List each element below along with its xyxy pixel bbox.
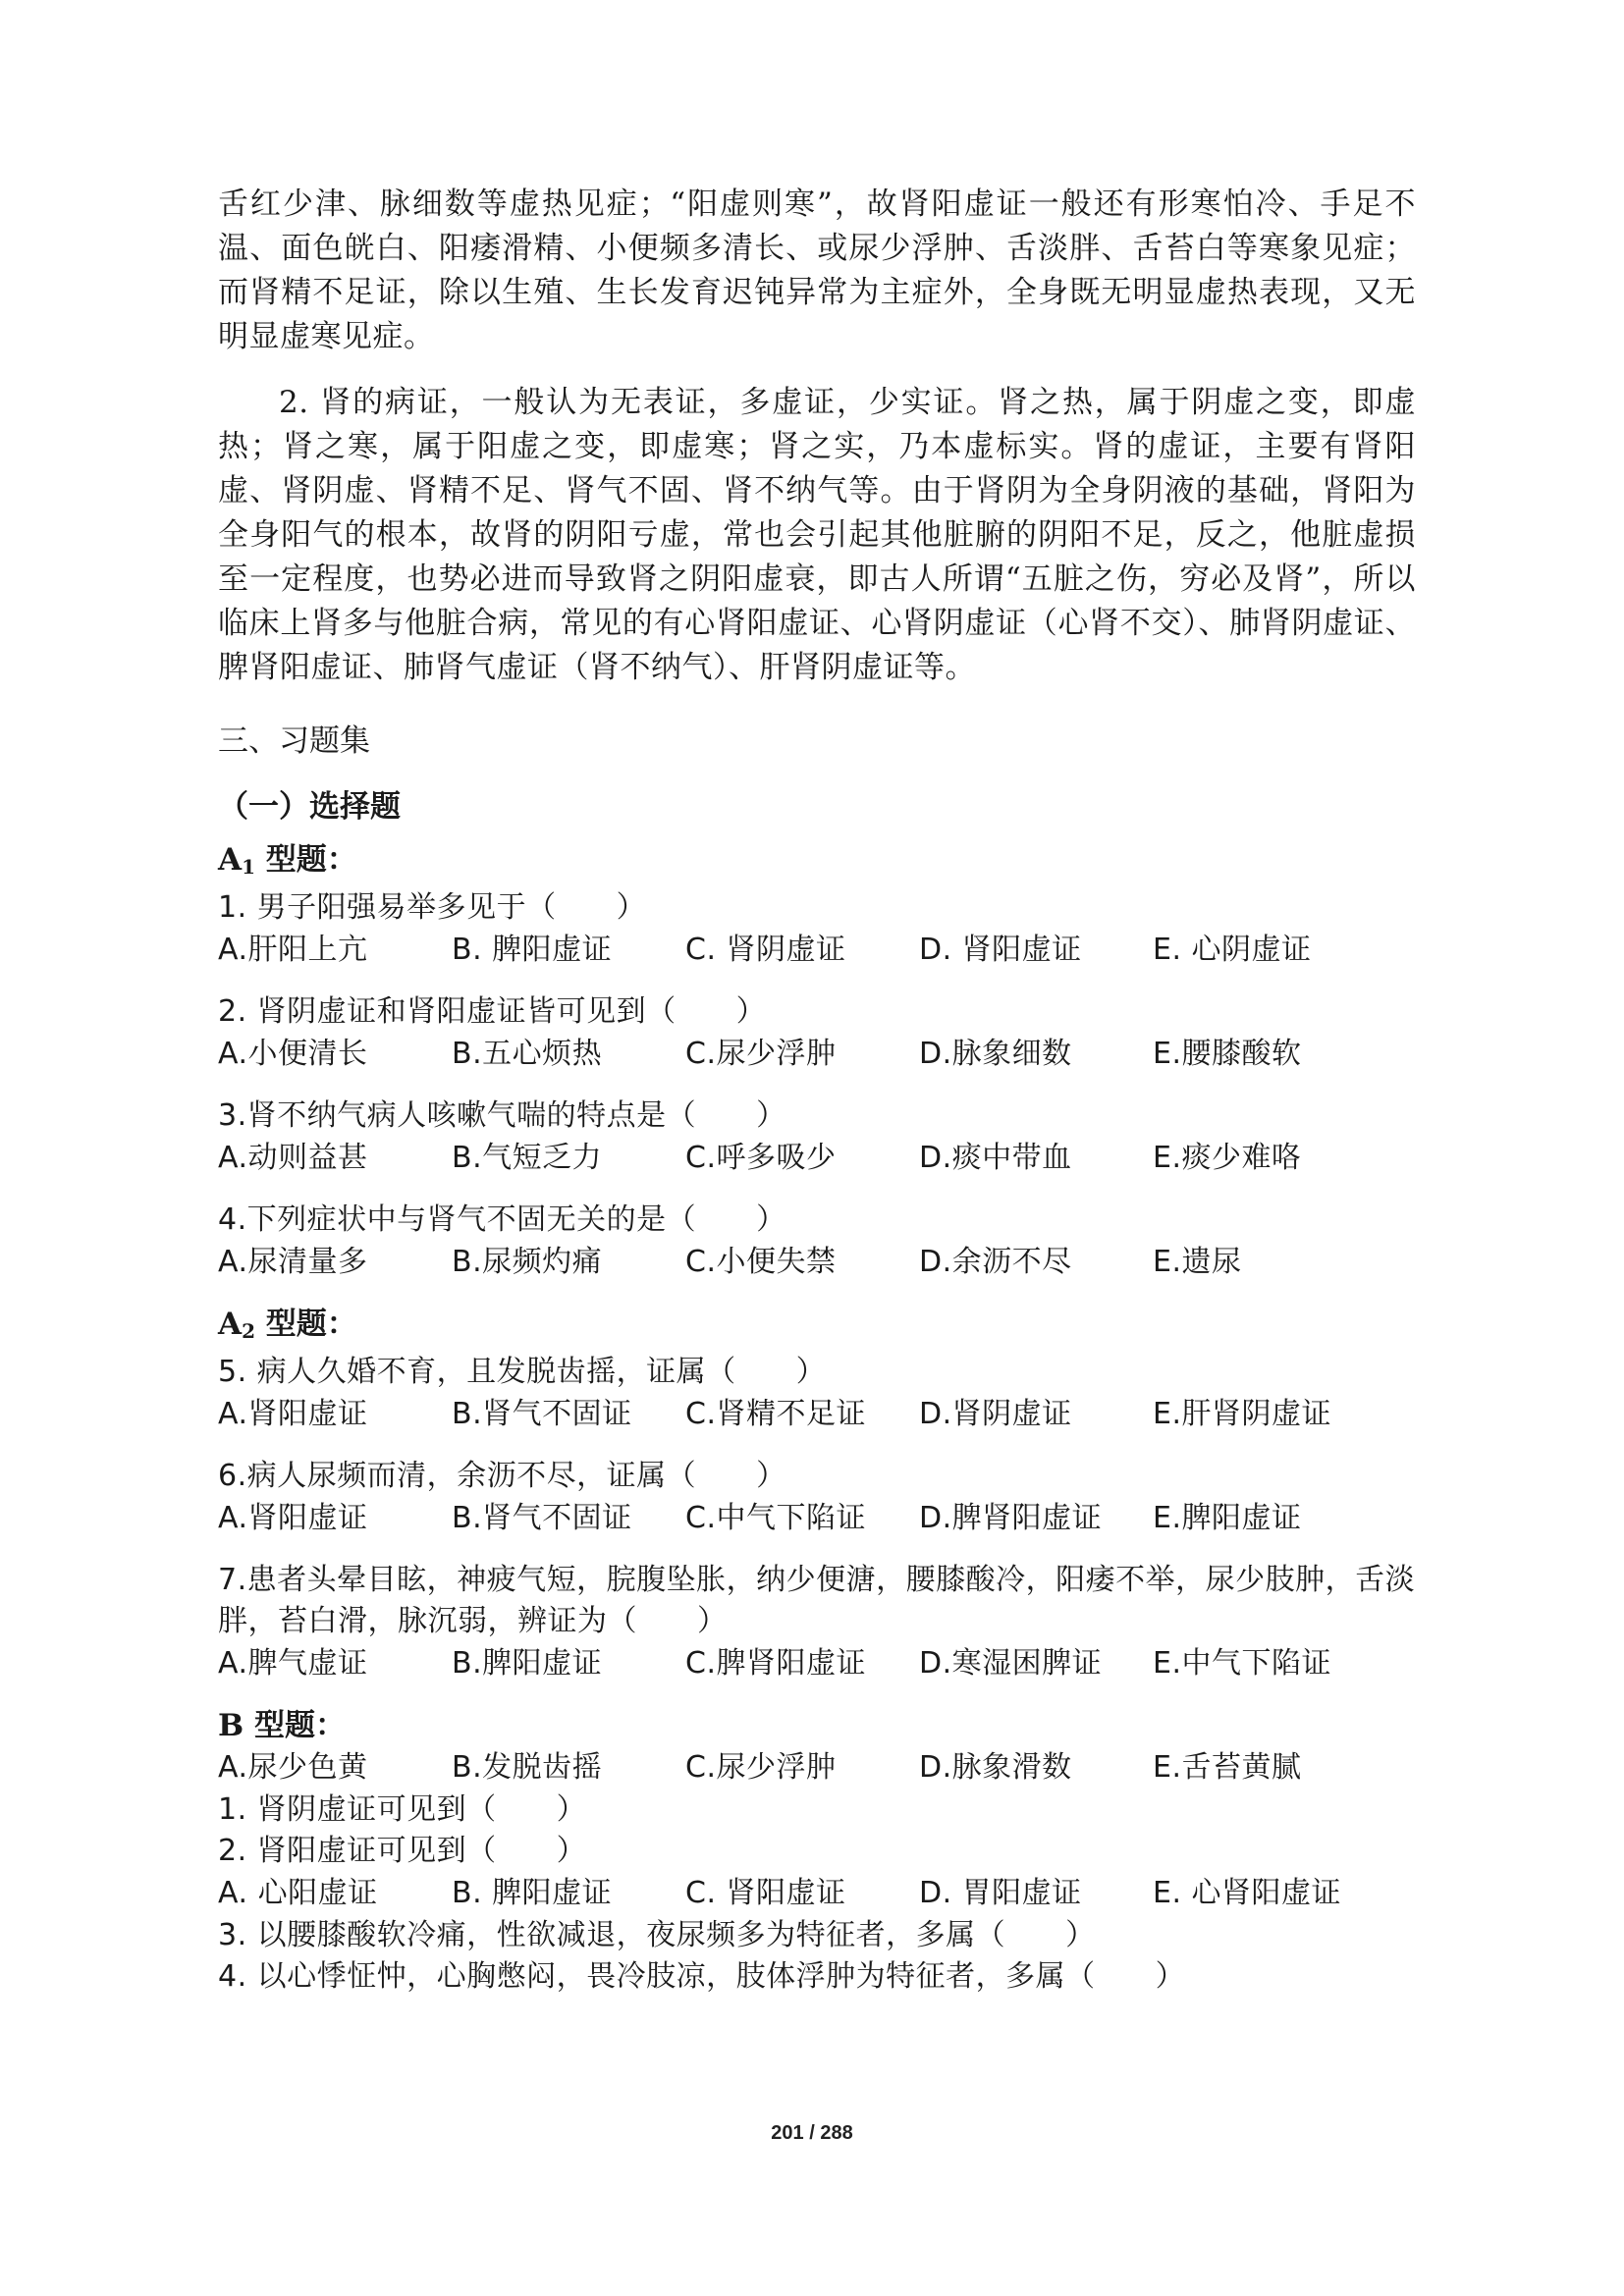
question-stem: 2. 肾阴虚证和肾阳虚证皆可见到（ ） [218,994,767,1029]
b-group2-options [218,1872,1416,1915]
option-b: B.尿频灼痛 [452,1245,603,1279]
option-a: A.肾阳虚证 [218,1501,368,1535]
option-c: C.脾肾阳虚证 [685,1646,866,1681]
question-stem: 7.患者头晕目眩，神疲气短，脘腹坠胀，纳少便溏，腰膝酸冷，阳痿不举，尿少肢肿，舌淡胖，苔白滑，脉沉弱，辨证为（ ） [218,1563,1416,1638]
option-row [218,1033,1416,1076]
option-a: A.脾气虚证 [218,1646,368,1681]
option-b: B.脾阳虚证 [452,1646,603,1681]
option-a: A.尿少色黄 [218,1750,368,1785]
option-a: A.小便清长 [218,1037,368,1071]
option-d: D.脾肾阳虚证 [919,1501,1103,1535]
option-e: E.腰膝酸软 [1153,1037,1302,1071]
question-stem: 4.下列症状中与肾气不固无关的是（ ） [218,1202,786,1237]
option-d: D.寒湿困脾证 [919,1646,1103,1681]
sub-title: （一）选择题 [218,789,401,825]
option-e: E.肝肾阴虚证 [1153,1397,1331,1431]
option-d: D. 胃阳虚证 [919,1876,1082,1910]
a1-question-list [218,887,1416,1284]
b-section [218,1705,1416,1998]
option-row [218,1642,1416,1685]
option-a: A.肾阳虚证 [218,1397,368,1431]
option-d: D.脉象细数 [919,1037,1072,1071]
question-stem: 2. 肾阳虚证可见到（ ） [218,1834,587,1868]
option-a: A.尿清量多 [218,1245,368,1279]
option-e: E.痰少难咯 [1153,1141,1302,1175]
page-number: 201 / 288 [771,2122,853,2144]
a2-question-list [218,1352,1416,1685]
intro-paragraph-2: 2. 肾的病证，一般认为无表证，多虚证，少实证。肾之热，属于阴虚之变，即虚热；肾之寒，属于阳虚之变，即虚寒；肾之实，乃本虚标实。肾的虚证，主要有肾阳虚、肾阴虚、肾精不足、肾气不固、肾不纳气等。由于肾阴为全身阴液的基础，肾阳为全身阳气的根本，故肾的阴阳亏虚，常也会引起其他脏腑的阴阳不足，反之，他脏虚损至一定程度，也势必进而导致肾之阴阳虚衰，即古人所谓“五脏之伤，穷必及肾”，所以临床上肾多与他脏合病，常见的有心肾阳虚证、心肾阴虚证（心肾不交）、肺肾阴虚证、脾肾阳虚证、肺肾气虚证（肾不纳气）、肝肾阴虚证等。 [218,385,1416,685]
option-e: E.遗尿 [1153,1245,1242,1279]
option-e: E.脾阳虚证 [1153,1501,1302,1535]
question-stem: 4. 以心悸怔忡，心胸憋闷，畏冷肢凉，肢体浮肿为特征者，多属（ ） [218,1959,1186,1994]
option-d: D.肾阴虚证 [919,1397,1072,1431]
option-b: B.发脱齿摇 [452,1750,603,1785]
option-c: C. 肾阴虚证 [685,933,846,967]
question-item [218,1560,1416,1685]
option-d: D. 肾阳虚证 [919,933,1082,967]
option-c: C.肾精不足证 [685,1397,866,1431]
question-stem: 1. 男子阳强易举多见于（ ） [218,890,647,925]
option-d: D.脉象滑数 [919,1750,1072,1785]
option-a: A. 心阳虚证 [218,1876,378,1910]
question-item [218,1352,1416,1436]
option-b: B.五心烦热 [452,1037,603,1071]
option-b: B.肾气不固证 [452,1501,632,1535]
b-group2-questions [218,1915,1416,1998]
option-a: A.动则益甚 [218,1141,368,1175]
page-content [218,183,1416,1998]
question-stem: 1. 肾阴虚证可见到（ ） [218,1792,587,1827]
option-e: E.中气下陷证 [1153,1646,1331,1681]
a2-type-label: $A_2$ 型题： [218,1307,357,1343]
section-title: 三、习题集 [218,723,370,759]
question-stem: 6.病人尿频而清，余沥不尽，证属（ ） [218,1459,786,1493]
option-b: B. 脾阳虚证 [452,1876,613,1910]
b-group1-questions [218,1789,1416,1872]
option-d: D.痰中带血 [919,1141,1072,1175]
option-c: C.尿少浮肿 [685,1750,837,1785]
option-row [218,1241,1416,1284]
option-e: E.舌苔黄腻 [1153,1750,1302,1785]
option-b: B.气短乏力 [452,1141,603,1175]
option-a: A.肝阳上亢 [218,933,368,967]
a1-type-label: $A_1$ 型题： [218,842,357,879]
question-stem: 5. 病人久婚不育，且发脱齿摇，证属（ ） [218,1355,827,1389]
question-item [218,991,1416,1076]
option-c: C.尿少浮肿 [685,1037,837,1071]
option-b: B. 脾阳虚证 [452,933,613,967]
a2-section [218,1304,1416,1685]
b-group1-options [218,1746,1416,1789]
option-b: B.肾气不固证 [452,1397,632,1431]
a1-section [218,839,1416,1284]
question-item [218,1456,1416,1540]
option-c: C. 肾阳虚证 [685,1876,846,1910]
option-c: C.中气下陷证 [685,1501,866,1535]
option-d: D.余沥不尽 [919,1245,1072,1279]
option-e: E. 心阴虚证 [1153,933,1312,967]
question-item [218,1200,1416,1284]
intro-paragraph-1: 舌红少津、脉细数等虚热见症；“阳虚则寒”，故肾阳虚证一般还有形寒怕冷、手足不温、面色㿠白、阳痿滑精、小便频多清长、或尿少浮肿、舌淡胖、舌苔白等寒象见症；而肾精不足证，除以生殖、生长发育迟钝异常为主症外，全身既无明显虚热表现，又无明显虚寒见症。 [218,187,1416,354]
option-e: E. 心肾阳虚证 [1153,1876,1342,1910]
option-row [218,1497,1416,1540]
option-c: C.呼多吸少 [685,1141,837,1175]
question-item [218,887,1416,972]
question-stem: 3.肾不纳气病人咳嗽气喘的特点是（ ） [218,1098,786,1133]
option-c: C.小便失禁 [685,1245,837,1279]
question-item [218,1095,1416,1180]
option-row [218,929,1416,972]
b-type-label: B 型题： [218,1708,346,1743]
option-row [218,1393,1416,1436]
question-stem: 3. 以腰膝酸软冷痛，性欲减退，夜尿频多为特征者，多属（ ） [218,1918,1096,1952]
option-row [218,1137,1416,1180]
